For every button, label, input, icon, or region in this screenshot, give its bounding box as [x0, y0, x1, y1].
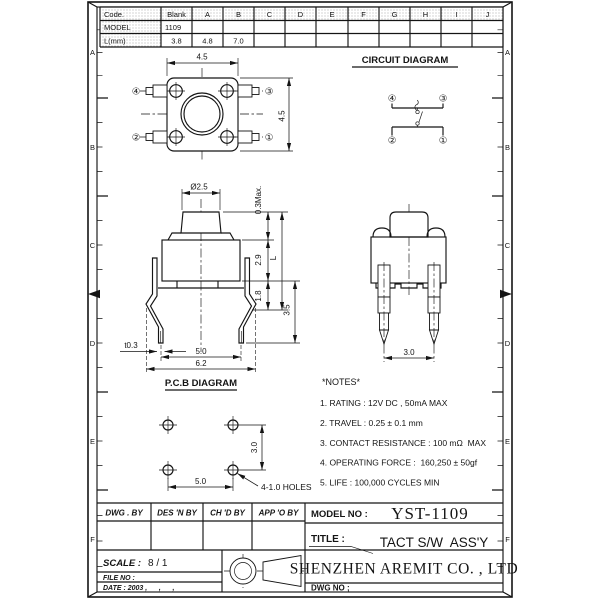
- switch-contact-symbol: [415, 100, 423, 127]
- circuit-title: CIRCUIT DIAGRAM: [361, 55, 449, 66]
- notes-title: *NOTES*: [322, 377, 361, 387]
- circuit-pin-4: ④: [387, 93, 397, 105]
- holes-leader-line: [238, 474, 259, 487]
- zone-letter: B: [504, 143, 511, 152]
- scale-value: 8 / 1: [148, 558, 168, 569]
- dim-base-label: 1.8: [254, 290, 263, 302]
- dim-span-label: 6.2: [195, 359, 207, 368]
- l-value-a: 4.8: [202, 36, 213, 46]
- zone-letter: E: [504, 437, 511, 446]
- table-header-cell: J: [485, 9, 490, 19]
- zone-ticks-right-minor: [498, 30, 504, 567]
- dim-top-label: 0.3Max.: [254, 185, 263, 215]
- dim-pitch-label: 3.0: [403, 348, 415, 357]
- dim-stem-dia-label: Ø2.5: [190, 182, 208, 192]
- circuit-pin-1: ①: [438, 135, 448, 147]
- switch-body-outline: [167, 78, 238, 151]
- extension-lines-right: [223, 212, 300, 343]
- table-header-cell: Code.: [104, 9, 125, 19]
- zone-letter: C: [89, 241, 96, 250]
- table-header-cell: D: [297, 9, 304, 19]
- pcb-title: P.C.B DIAGRAM: [164, 378, 238, 389]
- top-view: [132, 53, 293, 162]
- note-item: 3. CONTACT RESISTANCE : 100 mΩ MAX: [320, 438, 486, 448]
- table-header-cell: I: [455, 9, 458, 19]
- model-no-value: YST-1109: [391, 504, 469, 523]
- dwg-no-label: DWG NO ;: [311, 583, 350, 593]
- table-header-cell: G: [391, 9, 398, 19]
- pin-number-3: ③: [264, 86, 274, 98]
- zone-letter: D: [504, 339, 511, 348]
- model-no-label: MODEL NO :: [311, 509, 368, 520]
- dim-body-label: 2.9: [254, 254, 263, 266]
- zone-letter: C: [504, 241, 511, 250]
- checked-by-label: CH 'D BY: [210, 508, 245, 518]
- circuit-pin-3: ③: [438, 93, 448, 105]
- holes-note-label: 4-1.0 HOLES: [261, 482, 312, 492]
- pin-number-1: ①: [264, 132, 274, 144]
- zone-letter: D: [89, 339, 96, 348]
- table-header-cell: C: [266, 9, 273, 19]
- front-view: [371, 204, 446, 362]
- left-leg: [146, 258, 163, 343]
- table-header-cell: E: [329, 9, 335, 19]
- pin-number-2: ②: [131, 132, 141, 144]
- note-item: 1. RATING : 12V DC , 50mA MAX: [320, 398, 448, 408]
- notes: [320, 377, 486, 488]
- l-value-b: 7.0: [233, 36, 244, 46]
- zone-letter: A: [504, 48, 511, 57]
- dim-total-label: L: [269, 255, 278, 261]
- design-by-label: DES 'N BY: [157, 508, 197, 518]
- note-item: 4. OPERATING FORCE : 160,250 ± 50gf: [320, 457, 478, 468]
- zone-ticks-left-minor: [97, 30, 103, 567]
- approved-by-label: APP 'O BY: [258, 508, 299, 518]
- circuit-pin-2: ②: [387, 135, 397, 147]
- side-view: [120, 183, 300, 374]
- dim-height-label: 4.5: [277, 110, 287, 122]
- extension-lines: [168, 425, 266, 491]
- mounting-holes: [159, 416, 242, 479]
- circuit-diagram: [352, 55, 458, 147]
- dim-pitch-label: 5.0: [195, 347, 207, 356]
- title-block: [97, 503, 518, 593]
- note-item: 2. TRAVEL : 0.25 ± 0.1 mm: [320, 418, 423, 428]
- dim-width-label: 4.5: [196, 52, 208, 62]
- zone-letter: F: [505, 535, 510, 544]
- pcb-diagram: [159, 378, 312, 492]
- date-label: DATE : 2003 , , ,: [103, 585, 175, 592]
- model-code-value: 1109: [165, 23, 182, 32]
- title-value: TACT S/W ASS'Y: [379, 535, 489, 550]
- note-item: 5. LIFE : 100,000 CYCLES MIN: [320, 477, 440, 488]
- company-name: SHENZHEN AREMIT CO. , LTD: [289, 560, 519, 578]
- dim-pitch-y-label: 3.0: [250, 441, 259, 454]
- zone-letter: B: [89, 143, 96, 152]
- centering-arrow-right: [500, 290, 512, 298]
- table-header-cell: Blank: [167, 9, 186, 19]
- table-header-cell: A: [204, 9, 211, 19]
- title-label: TITLE :: [311, 534, 345, 545]
- dwg-by-label: DWG . BY: [105, 508, 143, 518]
- table-row-label: L(mm): [104, 36, 126, 46]
- dim-leg-label: 3.5: [282, 304, 292, 316]
- stem-outline: [390, 212, 428, 237]
- parameter-table: [100, 7, 503, 47]
- zone-letter: F: [90, 535, 95, 544]
- centering-arrow-left: [88, 290, 100, 298]
- table-header-cell: F: [361, 9, 366, 19]
- table-header-cell: B: [235, 9, 242, 19]
- table-header-cell: H: [422, 9, 429, 19]
- dim-pitch-x-label: 5.0: [194, 477, 207, 486]
- file-no-label: FILE NO :: [103, 575, 135, 582]
- dim-thickness-label: t0.3: [124, 341, 138, 350]
- stem-outline: [181, 212, 221, 233]
- scale-label: SCALE :: [103, 558, 141, 569]
- l-value-blank: 3.8: [171, 36, 182, 46]
- zone-letter: E: [89, 437, 96, 446]
- pin-number-4: ④: [131, 86, 141, 98]
- zone-letter: A: [89, 48, 96, 57]
- table-row-label: MODEL: [104, 23, 131, 32]
